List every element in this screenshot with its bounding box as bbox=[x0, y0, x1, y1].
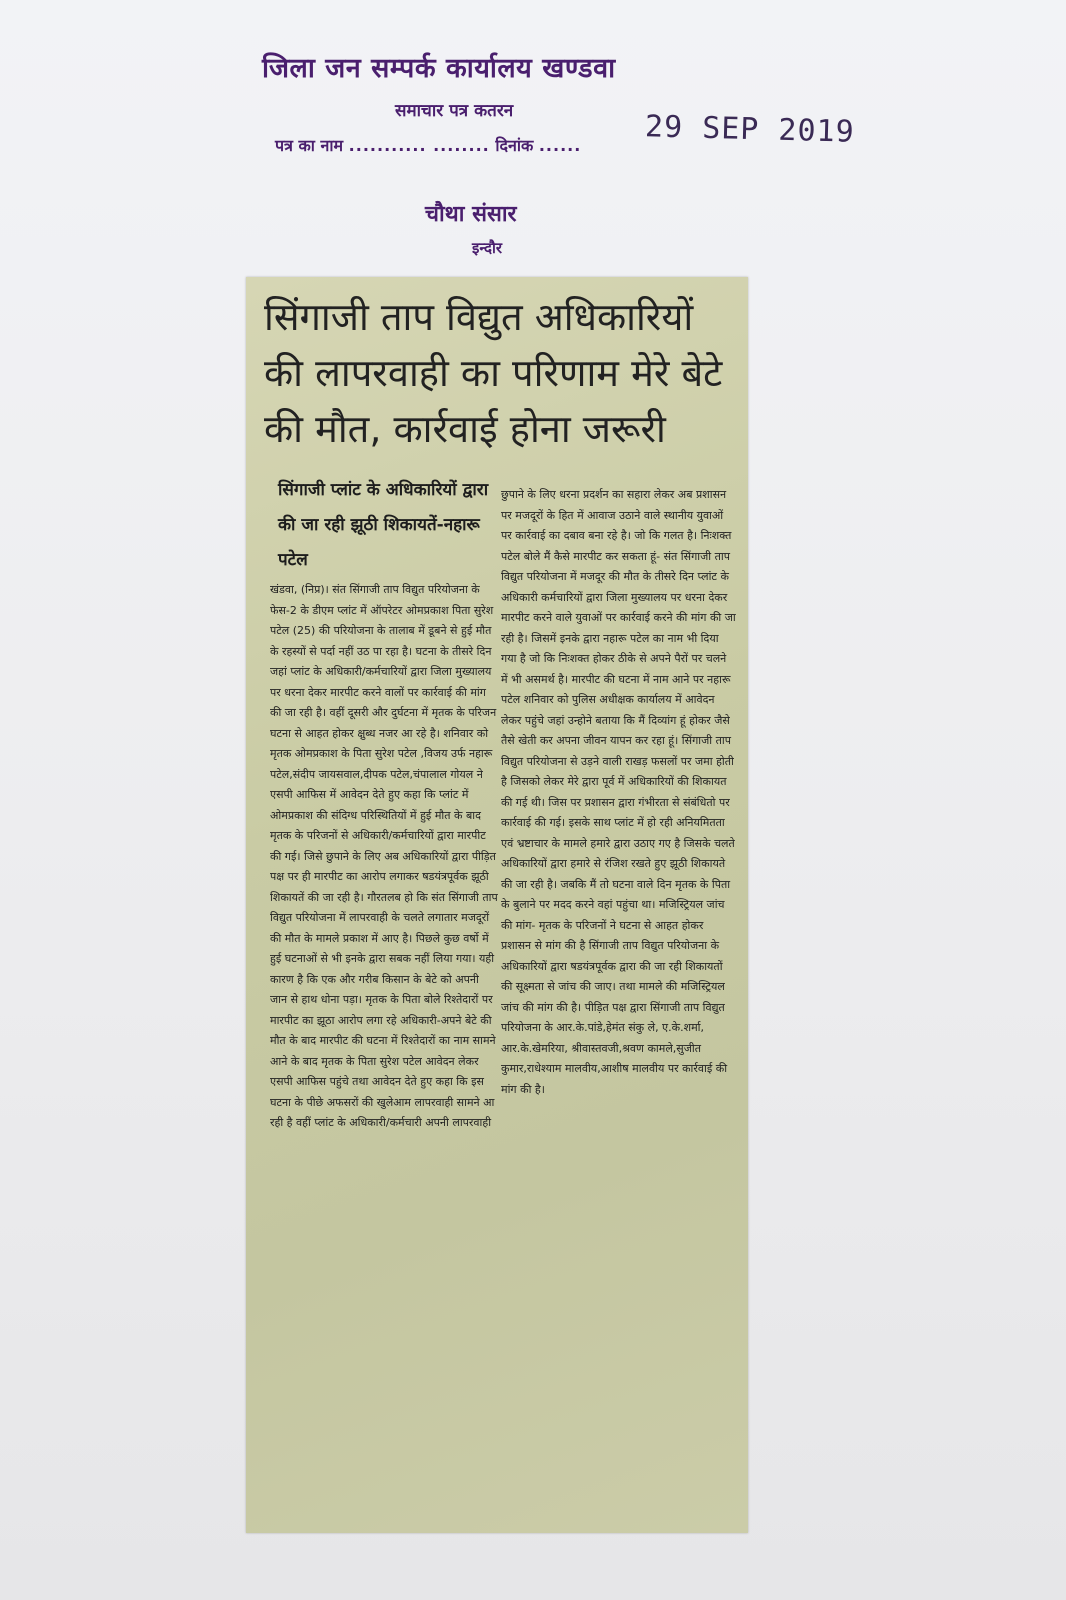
article-body-left: खंडवा, (निप्र)। संत सिंगाजी ताप विद्युत परियोजना के फेस-2 के डीएम प्लांट में ऑपरेटर ओमप्रकाश पिता सुरेश पटेल (25) की परियोजना के तालाब में डूबने से हुई मौत के रहस्यों से पर्दा नहीं उठ पा रहा है। घटना के तीसरे दिन जहां प्लांट के अधिकारी/कर्मचारियों द्वारा जिला मुख्यालय पर धरना देकर मारपीट करने वालों पर कार्रवाई की मांग की जा रही है। वहीं दूसरी और दुर्घटना में मृतक के परिजन घटना से आहत होकर क्षुब्ध नजर आ रहे है। शनिवार को मृतक ओमप्रकाश के पिता सुरेश पटेल ,विजय उर्फ नहारू पटेल,संदीप जायसवाल,दीपक पटेल,चंपालाल गोयल ने एसपी आफिस में आवेदन देते हुए कहा कि प्लांट में ओमप्रकाश की संदिग्ध परिस्थितियों में हुई मौत के बाद मृतक के परिजनों से अधिकारी/कर्मचारियों द्वारा मारपीट की गई। जिसे छुपाने के लिए अब अधिकारियों द्वारा पीड़ित पक्ष पर ही मारपीट का आरोप लगाकर षडयंत्रपूर्वक झूठी शिकायतें की जा रही है। गौरतलब हो कि संत सिंगाजी ताप विद्युत परियोजना में लापरवाही के चलते लगातार मजदूरों की मौत के मामले प्रकाश में आए है। पिछले कुछ वर्षो में हुई घटनाओं से भी इनके द्वारा सबक नहीं लिया गया। यही कारण है कि एक और गरीब किसान के बेटे को अपनी जान से हाथ धोना पड़ा। मृतक के पिता बोले रिश्तेदारों पर मारपीट का झूठा आरोप लगा रहे अधिकारी-अपने बेटे की मौत के बाद मारपीट की घटना में रिश्तेदारों का नाम सामने आने के बाद मृतक के पिता सुरेश पटेल आवेदन लेकर एसपी आफिस पहुंचे तथा आवेदन देते हुए कहा कि इस घटना के पीछे अफसरों की खुलेआम लापरवाही सामने आ रही है वहीं प्लांट के अधिकारी/कर्मचारी अपनी लापरवाही bbox=[270, 583, 498, 1129]
article-column-left bbox=[270, 580, 498, 1134]
article-headline: सिंगाजी ताप विद्युत अधिकारियों की लापरवाही का परिणाम मेरे बेटे की मौत, कार्रवाई होना जरूरी bbox=[264, 295, 723, 451]
newspaper-clipping bbox=[246, 277, 748, 1533]
office-stamp-title: जिला जन सम्पर्क कार्यालय खण्डवा bbox=[262, 53, 616, 84]
paper-name-label: पत्र का नाम bbox=[275, 136, 344, 155]
date-dots: ...... bbox=[538, 136, 582, 155]
newspaper-name: चौथा संसार bbox=[425, 202, 517, 227]
article-body-right: छुपाने के लिए धरना प्रदर्शन का सहारा लेकर अब प्रशासन पर मजदूरों के हित में आवाज उठाने वाले स्थानीय युवाओं पर कार्रवाई का दबाव बना रहे है। जो कि गलत है। निःशक्त पटेल बोले मैं कैसे मारपीट कर सकता हूं- संत सिंगाजी ताप विद्युत परियोजना में मजदूर की मौत के तीसरे दिन प्लांट के अधिकारी कर्मचारियों द्वारा जिला मुख्यालय पर धरना देकर मारपीट करने वाले युवाओं पर कार्रवाई करने की मांग की जा रही है। जिसमें इनके द्वारा नहारू पटेल का नाम भी दिया गया है जो कि निःशक्त होकर ठीके से अपने पैरों पर चलने में भी असमर्थ है। मारपीट की घटना में नाम आने पर नहारू पटेल शनिवार को पुलिस अधीक्षक कार्यालय में आवेदन लेकर पहुंचे जहां उन्होने बताया कि मैं दिव्यांग हूं होकर जैसे तैसे खेती कर अपना जीवन यापन कर रहा हूं। सिंगाजी ताप विद्युत परियोजना से उड़ने वाली राखड़ फसलों पर जमा होती है जिसको लेकर मेरे द्वारा पूर्व में अधिकारियों की शिकायत की गई थी। जिस पर प्रशासन द्वारा गंभीरता से संबंधितो पर कार्रवाई की गई। इसके साथ प्लांट में हो रही अनियमितता एवं भ्रष्टाचार के मामले हमारे द्वारा उठाए गए है जिसके चलते अधिकारियों द्वारा हमारे से रंजिश रखते हुए झूठी शिकायते की जा रही है। जबकि मैं तो घटना वाले दिन मृतक के पिता के बुलाने पर मदद करने वहां पहुंचा था। मजिस्ट्रियल जांच की मांग- मृतक के परिजनों ने घटना से आहत होकर प्रशासन से मांग की है सिंगाजी ताप विद्युत परियोजना के अधिकारियों द्वारा षडयंत्रपूर्वक द्वारा की जा रही शिकायतों की सूक्ष्मता से जांच की जाए। तथा मामले की मजिस्ट्रियल जांच की मांग की है। पीड़ित पक्ष द्वारा सिंगाजी ताप विद्युत परियोजना के आर.के.पांडे,हेमंत संकु ले, ए.के.शर्मा, आर.के.खेमरिया, श्रीवास्तवजी,श्रवण कामले,सुजीत कुमार,राधेश्याम मालवीय,आशीष मालवीय पर कार्रवाई की मांग की है। bbox=[501, 488, 736, 1096]
newspaper-city: इन्दौर bbox=[472, 239, 502, 257]
stamp-fields-row bbox=[275, 134, 675, 156]
article-column-right bbox=[501, 485, 736, 1100]
article-subheadline: सिंगाजी प्लांट के अधिकारियों द्वारा की जा रही झूठी शिकायतें-नहारू पटेल bbox=[278, 480, 489, 570]
clipping-label: समाचार पत्र कतरन bbox=[395, 101, 514, 121]
date-label: दिनांक bbox=[495, 136, 534, 155]
paper-name-dots: ........... ........ bbox=[348, 136, 490, 155]
stamped-date: 29 SEP 2019 bbox=[644, 109, 856, 150]
